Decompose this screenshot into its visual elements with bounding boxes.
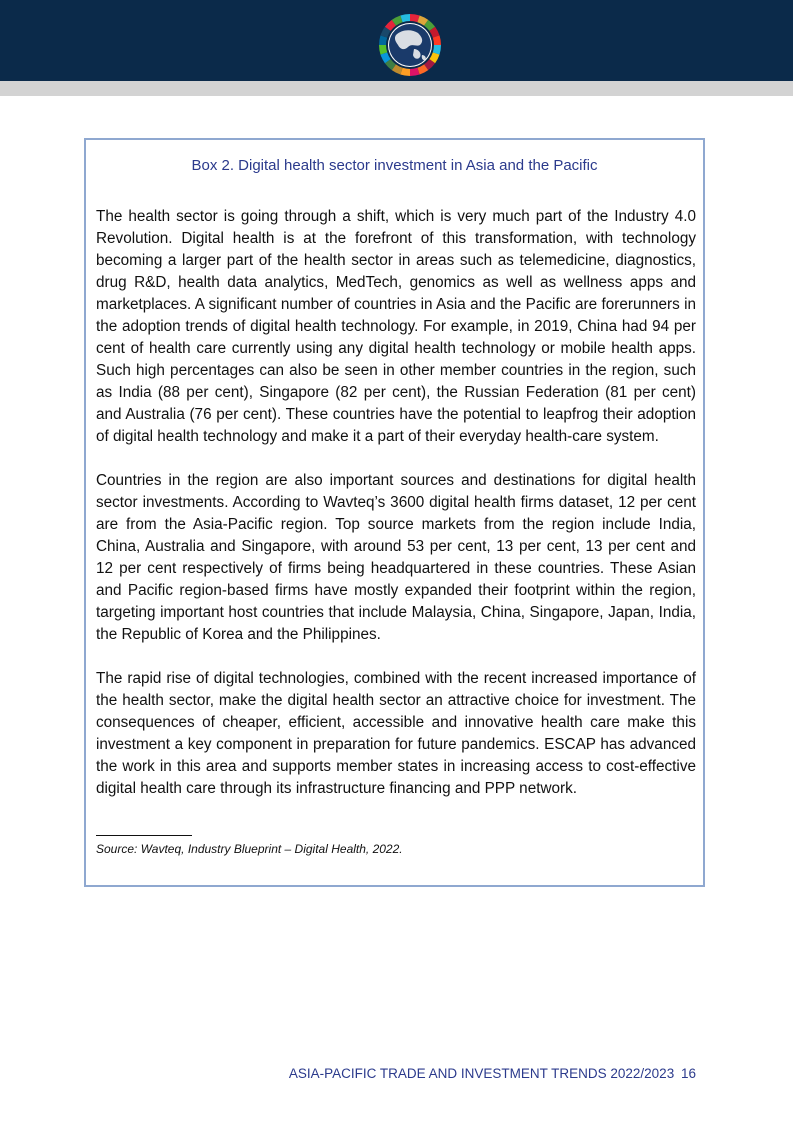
source-note: Source: Wavteq, Industry Blueprint – Digital Health, 2022. <box>96 842 403 856</box>
box-paragraph: The health sector is going through a shift, which is very much part of the Industry 4.0 Revolution. Digital health is at the forefront of this transformation, with technology becoming a larger part of the health sector in areas such as telemedicine, diagnostics, drug R&D, health data analytics, MedTech, genomics as well as wellness apps and marketplaces. A significant number of countries in Asia and the Pacific are forerunners in the adoption trends of digital health technology. For example, in 2019, China had 94 per cent of health care currently using any digital health technology or mobile health apps. Such high percentages can also be seen in other member countries in the region, such as India (88 per cent), Singapore (82 per cent), the Russian Federation (81 per cent) and Australia (76 per cent). These countries have the potential to leapfrog their adoption of digital health technology and make it a part of their everyday health-care system. <box>96 208 696 445</box>
box-body <box>96 206 696 822</box>
publication-title: ASIA-PACIFIC TRADE AND INVESTMENT TRENDS 2022/2023 <box>288 1066 675 1081</box>
box-paragraph: The rapid rise of digital technologies, combined with the recent increased importance of the health sector, make the digital health sector an attractive choice for investment. The consequences of cheaper, efficient, accessible and innovative health care make this investment a key component in preparation for future pandemics. ESCAP has advanced the work in this area and supports member states in increasing access to cost-effective digital health care through its infrastructure financing and PPP network. <box>96 670 696 797</box>
sdg-wheel-globe-icon <box>377 12 443 78</box>
footnote-rule <box>96 835 192 836</box>
header-band <box>0 81 793 96</box>
page-number: 16 <box>680 1066 696 1081</box>
box-paragraph: Countries in the region are also important sources and destinations for digital health sector investments. According to Wavteq’s 3600 digital health firms dataset, 12 per cent are from the Asia-Pacific region. Top source markets from the region include India, China, Australia and Singapore, with around 53 per cent, 13 per cent, 13 per cent and 12 per cent respectively of firms being headquartered in these countries. These Asian and Pacific region-based firms have mostly expanded their footprint within the region, targeting important host countries that include Malaysia, China, Singapore, Japan, India, the Republic of Korea and the Philippines. <box>96 472 696 643</box>
info-box <box>84 138 705 887</box>
page-footer <box>286 1066 696 1081</box>
box-title: Box 2. Digital health sector investment in Asia and the Pacific <box>191 157 598 174</box>
